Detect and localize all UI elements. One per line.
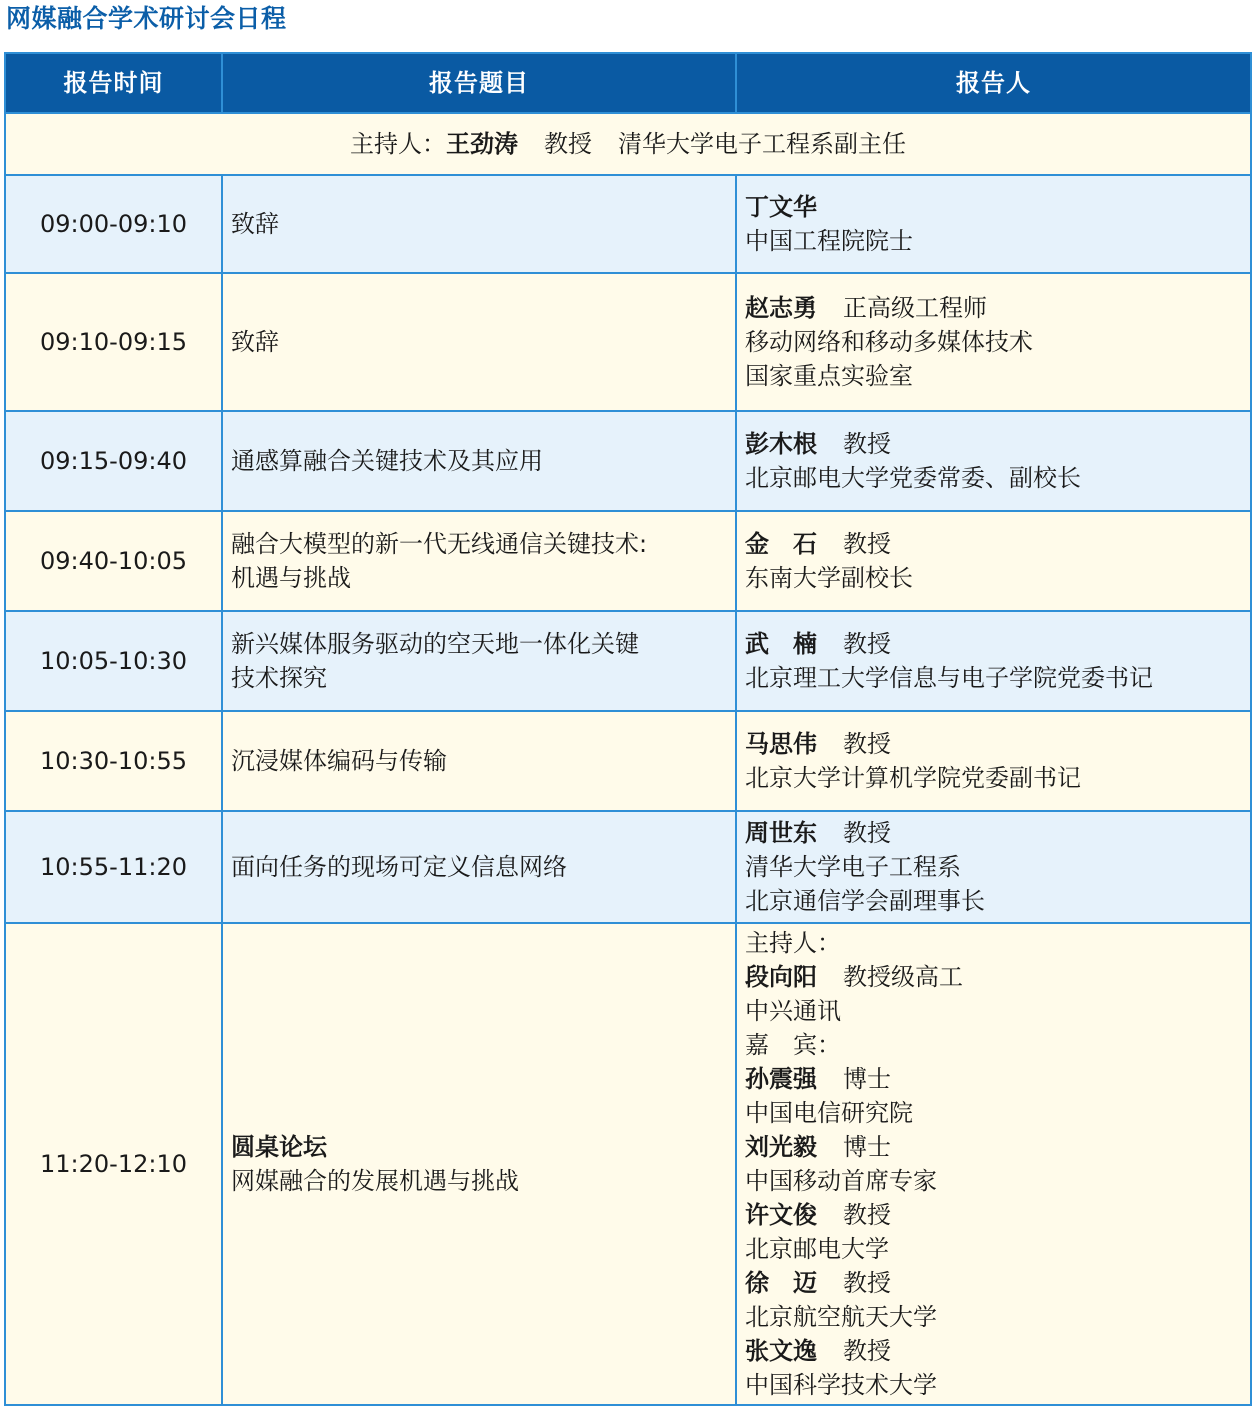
topic-line: 通感算融合关键技术及其应用: [231, 447, 543, 475]
panel-person-org: 中兴通讯: [745, 997, 841, 1025]
schedule-row: [5, 711, 1251, 811]
schedule-row: [5, 511, 1251, 611]
topic-cell: [222, 411, 736, 511]
panel-person-title: 教授级高工: [843, 963, 963, 991]
panel-person-name: 段向阳: [745, 963, 817, 991]
speaker-name: 马思伟: [745, 730, 817, 758]
speaker-heading: [745, 816, 1242, 850]
host-affiliation: 清华大学电子工程系副主任: [618, 130, 906, 158]
panel-person-heading: [745, 1130, 1242, 1164]
panel-person-heading: [745, 1062, 1242, 1096]
panel-person-heading: [745, 1198, 1242, 1232]
speaker-name: 丁文华: [745, 193, 817, 221]
panel-person-org: 北京邮电大学: [745, 1235, 889, 1263]
time-cell: 10:05-10:30: [5, 611, 222, 711]
time-cell: 10:30-10:55: [5, 711, 222, 811]
schedule-rows: [5, 175, 1251, 923]
host-row: [5, 113, 1251, 175]
schedule-table: [4, 52, 1252, 1406]
time-cell: 09:00-09:10: [5, 175, 222, 273]
speaker-cell: [736, 711, 1251, 811]
panel-person-org: 北京航空航天大学: [745, 1303, 937, 1331]
speaker-affiliation: 东南大学副校长: [745, 564, 913, 592]
speaker-affiliation: 国家重点实验室: [745, 362, 913, 390]
host-title: 教授: [544, 130, 592, 158]
speaker-name: 周世东: [745, 819, 817, 847]
speaker-cell: [736, 273, 1251, 411]
panel-guest-label: 嘉 宾：: [745, 1031, 841, 1059]
schedule-row: [5, 411, 1251, 511]
header-topic: 报告题目: [222, 53, 736, 113]
panel-host-label: 主持人：: [745, 929, 841, 957]
speaker-title: 教授: [843, 430, 891, 458]
speaker-heading: [745, 727, 1242, 761]
speaker-title: 正高级工程师: [843, 294, 987, 322]
header-row: [5, 53, 1251, 113]
schedule-row: [5, 273, 1251, 411]
panel-person-org: 中国科学技术大学: [745, 1371, 937, 1399]
speaker-name: 赵志勇: [745, 294, 817, 322]
panel-person-name: 孙震强: [745, 1065, 817, 1093]
speaker-heading: [745, 427, 1242, 461]
speaker-name: 武 楠: [745, 630, 817, 658]
speaker-affiliation: 北京理工大学信息与电子学院党委书记: [745, 664, 1153, 692]
speaker-affiliation: 北京大学计算机学院党委副书记: [745, 764, 1081, 792]
topic-cell: [222, 175, 736, 273]
speaker-cell: [736, 611, 1251, 711]
header-speaker: 报告人: [736, 53, 1251, 113]
topic-line: 致辞: [231, 328, 279, 356]
time-cell: 09:15-09:40: [5, 411, 222, 511]
panel-person-title: 教授: [843, 1201, 891, 1229]
panel-title: 圆桌论坛: [231, 1133, 327, 1161]
panel-subtitle: 网媒融合的发展机遇与挑战: [231, 1167, 519, 1195]
time-cell: 09:40-10:05: [5, 511, 222, 611]
topic-cell: [222, 273, 736, 411]
speaker-affiliation: 清华大学电子工程系: [745, 853, 961, 881]
topic-line: 沉浸媒体编码与传输: [231, 747, 447, 775]
header-time: 报告时间: [5, 53, 222, 113]
speaker-affiliation: 中国工程院院士: [745, 227, 913, 255]
speaker-affiliation: 北京邮电大学党委常委、副校长: [745, 464, 1081, 492]
speaker-heading: [745, 291, 1242, 325]
speaker-heading: [745, 627, 1242, 661]
speaker-name: 彭木根: [745, 430, 817, 458]
speaker-title: 教授: [843, 730, 891, 758]
topic-cell: [222, 811, 736, 923]
panel-person-heading: [745, 1266, 1242, 1300]
speaker-title: 教授: [843, 630, 891, 658]
speaker-title: 教授: [843, 530, 891, 558]
speaker-cell: [736, 411, 1251, 511]
panel-person-org: 中国移动首席专家: [745, 1167, 937, 1195]
topic-line: 技术探究: [231, 664, 327, 692]
host-prefix: 主持人：: [350, 130, 446, 158]
topic-line: 面向任务的现场可定义信息网络: [231, 853, 567, 881]
speaker-cell: [736, 923, 1251, 1405]
topic-cell: [222, 511, 736, 611]
schedule-row: [5, 611, 1251, 711]
speaker-heading: [745, 190, 1242, 224]
host-name: 王劲涛: [446, 130, 518, 158]
speaker-affiliation: 北京通信学会副理事长: [745, 887, 985, 915]
panel-person-name: 许文俊: [745, 1201, 817, 1229]
panel-person-name: 徐 迈: [745, 1269, 817, 1297]
speaker-affiliation: 移动网络和移动多媒体技术: [745, 328, 1033, 356]
panel-person-title: 博士: [843, 1065, 891, 1093]
topic-line: 致辞: [231, 210, 279, 238]
host-cell: [5, 113, 1251, 175]
topic-line: 机遇与挑战: [231, 564, 351, 592]
speaker-name: 金 石: [745, 530, 817, 558]
schedule-row: [5, 811, 1251, 923]
panel-person-name: 刘光毅: [745, 1133, 817, 1161]
panel-person-title: 教授: [843, 1337, 891, 1365]
speaker-title: 教授: [843, 819, 891, 847]
page-title: 网媒融合学术研讨会日程: [6, 4, 287, 33]
panel-person-heading: [745, 960, 1242, 994]
topic-line: 新兴媒体服务驱动的空天地一体化关键: [231, 630, 639, 658]
speaker-heading: [745, 527, 1242, 561]
time-cell: 09:10-09:15: [5, 273, 222, 411]
topic-line: 融合大模型的新一代无线通信关键技术:: [231, 530, 648, 558]
panel-person-heading: [745, 1334, 1242, 1368]
topic-cell: [222, 611, 736, 711]
topic-cell: [222, 711, 736, 811]
time-cell: 11:20-12:10: [5, 923, 222, 1405]
topic-cell: [222, 923, 736, 1405]
panel-person-title: 博士: [843, 1133, 891, 1161]
panel-row: [5, 923, 1251, 1405]
panel-person-title: 教授: [843, 1269, 891, 1297]
speaker-cell: [736, 175, 1251, 273]
schedule-row: [5, 175, 1251, 273]
panel-person-name: 张文逸: [745, 1337, 817, 1365]
speaker-cell: [736, 511, 1251, 611]
time-cell: 10:55-11:20: [5, 811, 222, 923]
panel-person-org: 中国电信研究院: [745, 1099, 913, 1127]
speaker-cell: [736, 811, 1251, 923]
